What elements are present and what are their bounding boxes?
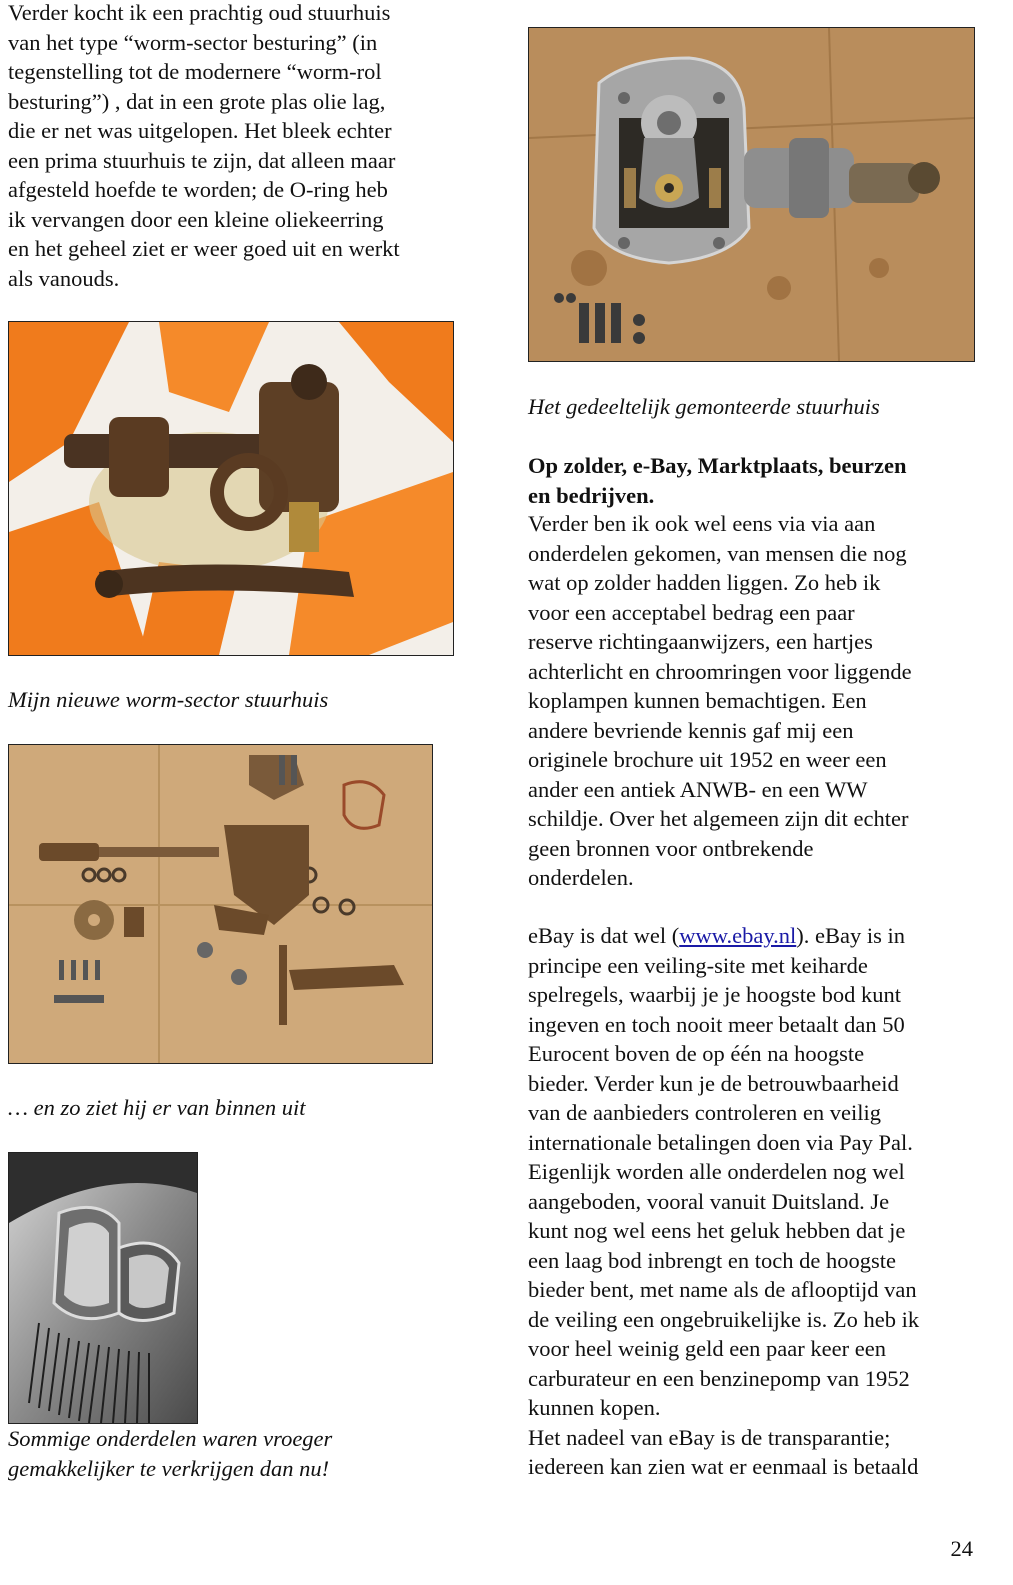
photo-rusty-steering-box xyxy=(8,321,454,656)
intro-paragraph: Verder kocht ik een prachtig oud stuurhuis van het type “worm-sector besturing” (in tegenstelling tot de modernere “worm-rol besturing”) , dat in een grote plas olie lag, die er net was uitgelopen. Het bleek echter een prima stuurhuis te zijn, dat alleen maar afgesteld hoefde te worden; de O-ring heb ik vervangen door een kleine oliekeerring en het geheel ziet er weer goed uit en werkt als vanouds. xyxy=(8,0,400,291)
photo-disassembled-parts xyxy=(8,744,433,1064)
photo-assembled-steering-box xyxy=(528,27,975,362)
paragraph-ebay xyxy=(528,921,998,1482)
paragraph-ebay-prefix: eBay is dat wel ( xyxy=(528,923,680,948)
caption-partially-assembled: Het gedeeltelijk gemonteerde stuurhuis xyxy=(528,394,880,419)
paragraph-attic: Verder ben ik ook wel eens via via aan onderdelen gekomen, van mensen die nog wat op zolder hadden liggen. Zo heb ik voor een acceptabel bedrag een paar reserve richtingaanwijzers, een hartjes achterlicht en chroomringen voor liggende koplampen kunnen bemachtigen. Een andere bevriende kennis gaf mij een originele brochure uit 1952 en weer een ander een antiek ANWB- en een WW schildje. Over het algemeen zijn dit echter geen bronnen voor ontbrekende onderdelen. xyxy=(528,511,912,890)
caption-parts-easier: Sommige onderdelen waren vroeger gemakkelijker te verkrijgen dan nu! xyxy=(8,1426,333,1481)
paragraph-ebay-rest: principe een veiling-site met keiharde spelregels, waarbij je je hoogste bod kunt ingeven en toch nooit meer betaalt dan 50 Eurocent boven de op één na hoogste bieder. Verder kun je de betrouwbaarheid van de aanbieders controleren en veilig internationale betalingen doen via Pay Pal. Eigenlijk worden alle onderdelen nog wel aangeboden, vooral vanuit Duitsland. Je kunt nog wel eens het geluk hebben dat je een laag bod inbrengt en toch de hoogste bieder bent, met name als de aflooptijd van de veiling een ongebruikelijke is. Zo heb ik voor heel weinig geld een paar keer een carburateur en een benzinepomp van 1952 kunnen kopen. Het nadeel van eBay is de transparantie; iedereen kan zien wat er eenmaal is betaald xyxy=(528,952,920,1479)
page-number: 24 xyxy=(950,1536,973,1561)
section-heading: Op zolder, e-Bay, Marktplaats, beurzen en bedrijven. xyxy=(528,453,907,508)
paragraph-ebay-suffix: ). eBay is in xyxy=(796,923,906,948)
rusty-steering-box-image xyxy=(9,322,453,655)
ebay-link[interactable]: www.ebay.nl xyxy=(679,923,797,948)
caption-inside: … en zo ziet hij er van binnen uit xyxy=(8,1095,306,1120)
caption-worm-sector: Mijn nieuwe worm-sector stuurhuis xyxy=(8,687,329,712)
car-body-bw-image xyxy=(9,1153,197,1423)
assembled-steering-box-image xyxy=(529,28,974,361)
photo-car-body-bw xyxy=(8,1152,198,1424)
disassembled-parts-image xyxy=(9,745,432,1063)
